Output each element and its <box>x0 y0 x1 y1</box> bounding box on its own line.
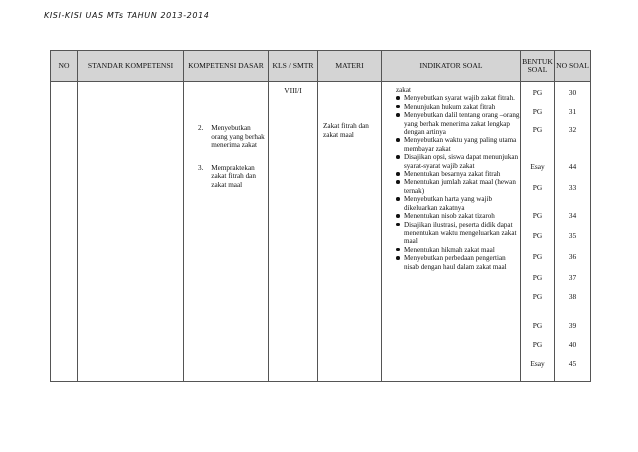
cell-kls-smtr: VIII/I <box>269 82 318 382</box>
cell-kompetensi-dasar <box>184 82 269 382</box>
document-title: KISI-KISI UAS MTs TAHUN 2013-2014 <box>44 11 210 20</box>
bentuk-value: Esay <box>530 162 545 171</box>
list-item: Menentukan hikmah zakat maal <box>396 246 520 254</box>
list-item: Menyebutkan syarat wajib zakat fitrah. <box>396 94 520 102</box>
indikator-intro: zakat <box>396 86 411 94</box>
no-soal-value: 30 <box>568 88 577 97</box>
no-soal-value: 32 <box>568 125 577 134</box>
no-soal-value: 31 <box>568 107 577 116</box>
cell-no <box>51 82 78 382</box>
kompetensi-item <box>198 164 268 190</box>
list-item: Menyebutkan dalil tentang orang –orang yang berhak menerima zakat lengkap dengan artinya <box>396 111 520 136</box>
bentuk-value: PG <box>532 231 543 240</box>
list-item: Disajikan opsi, siswa dapat menunjukan syarat-syarat wajib zakat <box>396 153 520 170</box>
cell-bentuk-soal <box>521 82 555 382</box>
kompetensi-item <box>198 124 268 150</box>
header-row <box>51 51 591 82</box>
list-item: Menentukan jumlah zakat maal (hewan ternak) <box>396 178 520 195</box>
no-soal-value: 33 <box>568 183 577 192</box>
list-item: Menyebutkan harta yang wajib dikeluarkan zakatnya <box>396 195 520 212</box>
header-kls-smtr: KLS / SMTR <box>269 51 318 82</box>
indikator-list <box>382 94 520 271</box>
table-row <box>51 82 591 382</box>
no-soal-value: 34 <box>568 211 577 220</box>
list-item: Menentukan nisob zakat tizaroh <box>396 212 520 220</box>
list-item: Disajikan ilustrasi, peserta didik dapat menentukan waktu mengeluarkan zakat maal <box>396 221 520 246</box>
header-bentuk-soal: BENTUK SOAL <box>521 51 555 82</box>
kompetensi-text: Mempraktekan zakat fitrah dan zakat maal <box>211 163 256 189</box>
no-soal-value: 39 <box>568 321 577 330</box>
no-soal-value: 37 <box>568 273 577 282</box>
cell-no-soal <box>555 82 591 382</box>
header-kompetensi-dasar: KOMPETENSI DASAR <box>184 51 269 82</box>
no-soal-value: 40 <box>568 340 577 349</box>
cell-materi: Zakat fitrah dan zakat maal <box>318 82 382 382</box>
kompetensi-text: Menyebutkan orang yang berhak menerima zakat <box>211 124 265 150</box>
bentuk-value: PG <box>532 211 543 220</box>
header-no-soal: NO SOAL <box>555 51 591 82</box>
no-soal-value: 45 <box>568 359 577 368</box>
bentuk-value: PG <box>532 125 543 134</box>
bentuk-value: PG <box>532 107 543 116</box>
kompetensi-number: 3. <box>198 163 204 172</box>
list-item: Menyebutkan waktu yang paling utama membayar zakat <box>396 136 520 153</box>
cell-standar-kompetensi <box>78 82 184 382</box>
no-soal-value: 36 <box>568 252 577 261</box>
kisi-kisi-table <box>50 50 591 382</box>
header-indikator-soal: INDIKATOR SOAL <box>382 51 521 82</box>
bentuk-value: PG <box>532 340 543 349</box>
list-item: Menunjukan hukum zakat fitrah <box>396 103 520 111</box>
bentuk-value: Esay <box>530 359 545 368</box>
bentuk-value: PG <box>532 88 543 97</box>
no-soal-value: 38 <box>568 292 577 301</box>
bentuk-value: PG <box>532 292 543 301</box>
cell-indikator-soal <box>382 82 521 382</box>
header-no: NO <box>51 51 78 82</box>
bentuk-value: PG <box>532 252 543 261</box>
bentuk-value: PG <box>532 273 543 282</box>
header-materi: MATERI <box>318 51 382 82</box>
header-standar-kompetensi: STANDAR KOMPETENSI <box>78 51 184 82</box>
bentuk-value: PG <box>532 321 543 330</box>
bentuk-value: PG <box>532 183 543 192</box>
no-soal-value: 35 <box>568 231 577 240</box>
no-soal-value: 44 <box>568 162 577 171</box>
kompetensi-number: 2. <box>198 124 204 132</box>
list-item: Menyebutkan perbedaan pengertian nisab dengan haul dalam zakat maal <box>396 254 520 271</box>
list-item: Menentukan besarnya zakat fitrah <box>396 170 520 178</box>
